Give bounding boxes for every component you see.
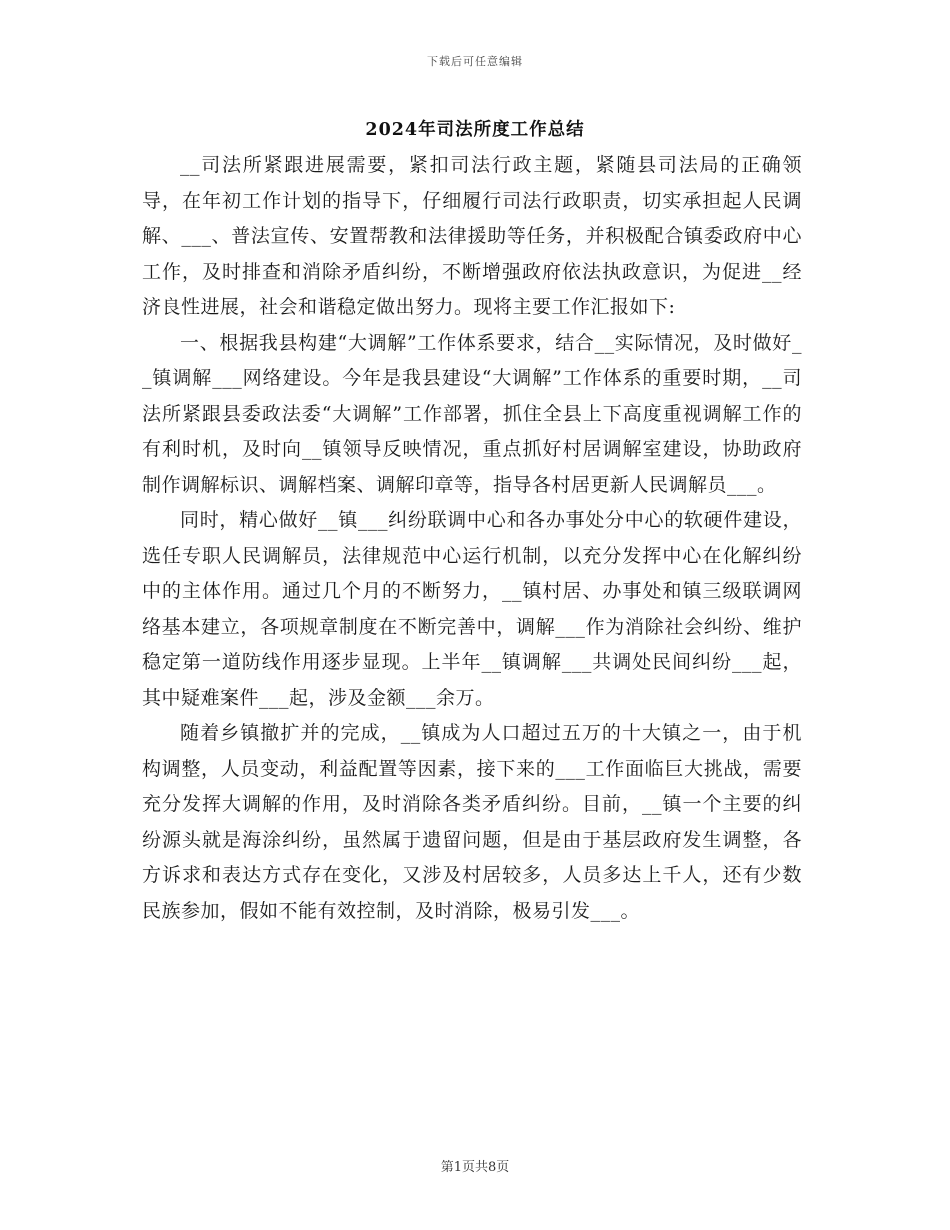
page-header-note: 下载后可任意编辑 <box>427 55 523 68</box>
document-body <box>142 148 802 929</box>
document-title: 2024年司法所度工作总结 <box>365 120 585 140</box>
page-number: 第1页共8页 <box>440 1160 510 1175</box>
paragraph-joint-mediation-center: 同时，精心做好__镇___纠纷联调中心和各办事处分中心的软硬件建设，选任专职人民调解员，法律规范中心运行机制，以充分发挥中心在化解纠纷中的主体作用。通过几个月的不断努力，__镇村居、办事处和镇三级联调网络基本建立，各项规章制度在不断完善中，调解___作为消除社会纠纷、维护稳定第一道防线作用逐步显现。上半年__镇调解___共调处民间纠纷___起，其中疑难案件___起，涉及金额___余万。 <box>142 509 802 709</box>
paragraph-intro: __司法所紧跟进展需要，紧扣司法行政主题，紧随县司法局的正确领导，在年初工作计划的指导下，仔细履行司法行政职责，切实承担起人民调解、___、普法宣传、安置帮教和法律援助等任务，并积极配合镇委政府中心工作，及时排查和消除矛盾纠纷，不断增强政府依法执政意识，为促进__经济良性进展，社会和谐稳定做出努力。现将主要工作汇报如下: <box>142 154 802 318</box>
paragraph-town-merger-challenges: 随着乡镇撤扩并的完成，__镇成为人口超过五万的十大镇之一，由于机构调整，人员变动，利益配置等因素，接下来的___工作面临巨大挑战，需要充分发挥大调解的作用，及时消除各类矛盾纠纷。目前，__镇一个主要的纠纷源头就是海涂纠纷，虽然属于遗留问题，但是由于基层政府发生调整，各方诉求和表达方式存在变化，又涉及村居较多，人员多达上千人，还有少数民族参加，假如不能有效控制，及时消除，极易引发___。 <box>142 722 802 922</box>
paragraph-mediation-network: 一、根据我县构建“大调解”工作体系要求，结合__实际情况，及时做好__镇调解___网络建设。今年是我县建设“大调解”工作体系的重要时期，__司法所紧跟县委政法委“大调解”工作部署，抓住全县上下高度重视调解工作的有利时机，及时向__镇领导反映情况，重点抓好村居调解室建设，协助政府制作调解标识、调解档案、调解印章等，指导各村居更新人民调解员___。 <box>142 331 802 496</box>
